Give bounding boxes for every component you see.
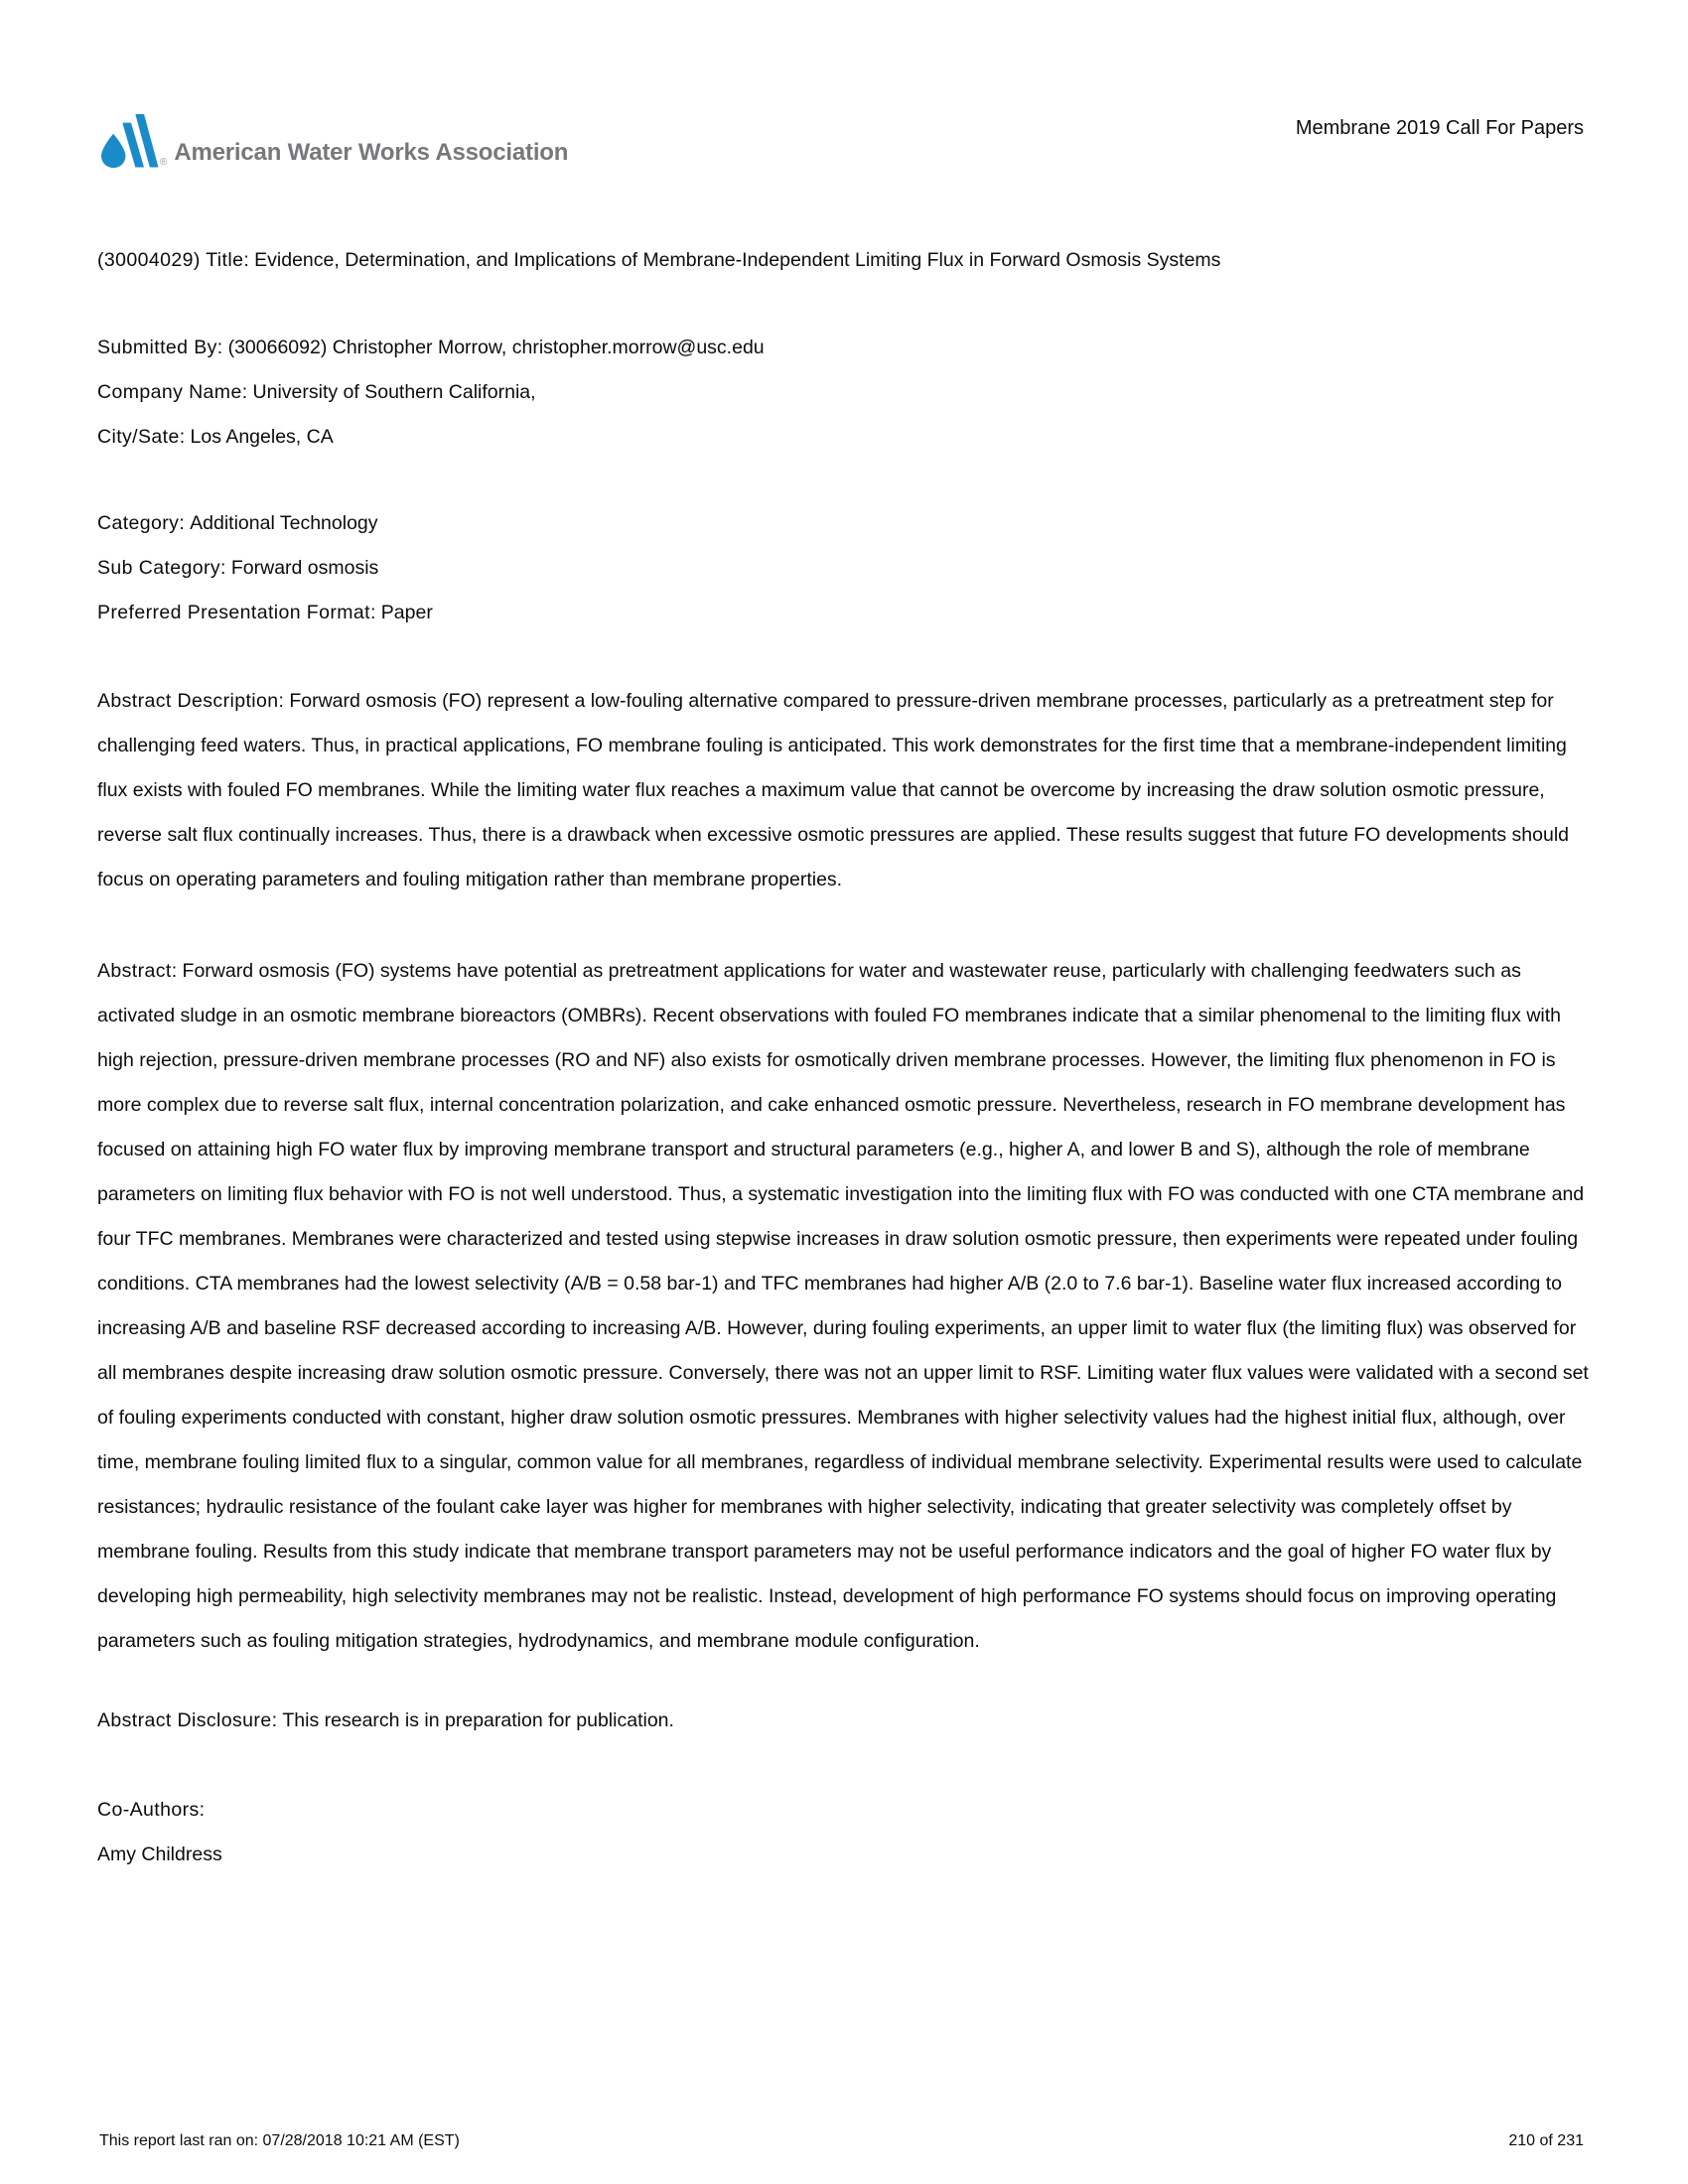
abstract-paragraph [97, 949, 1589, 1664]
company-label: Company Name: [97, 381, 248, 403]
presentation-format-line [97, 591, 1589, 635]
submitted-by-label: Submitted By: [97, 337, 223, 358]
category-value: Additional Technology [190, 512, 378, 534]
abstract-description-text: Forward osmosis (FO) represent a low-fouling alternative compared to pressure-driven membrane processes, particularly as a pretreatment step for challenging feed waters. Thus, in practical applications, FO membrane fouling is anticipated. This work demonstrates for the first time that a membrane-independent limiting flux exists with fouled FO membranes. While the limiting water flux reaches a maximum value that cannot be overcome by increasing the draw solution osmotic pressure, reverse salt flux continually increases. Thus, there is a drawback when excessive osmotic pressures are applied. These results suggest that future FO developments should focus on operating parameters and fouling mitigation rather than membrane properties. [97, 690, 1570, 890]
sub-category-value: Forward osmosis [230, 557, 379, 579]
city-state-line [97, 415, 1589, 460]
abstract-description-label: Abstract Description: [97, 690, 285, 712]
report-body [97, 238, 1589, 1877]
submitted-by-value: (30066092) Christopher Morrow, christopher.morrow@usc.edu [227, 337, 765, 358]
category-label: Category: [97, 512, 186, 534]
abstract-label: Abstract: [97, 960, 178, 982]
abstract-text: Forward osmosis (FO) systems have potential as pretreatment applications for water and wastewater reuse, particularly with challenging feedwaters such as activated sludge in an osmotic membrane bioreactors (OMBRs). Recent observations with fouled FO membranes indicate that a similar phenomenal to the limiting flux with high rejection, pressure-driven membrane processes (RO and NF) also exists for osmotically driven membrane processes. However, the limiting flux phenomenon in FO is more complex due to reverse salt flux, internal concentration polarization, and cake enhanced osmotic pressure. Nevertheless, research in FO membrane development has focused on attaining high FO water flux by improving membrane transport and structural parameters (e.g., higher A, and lower B and S), although the role of membrane parameters on limiting flux behavior with FO is not well understood. Thus, a systematic investigation into the limiting flux with FO was conducted with one CTA membrane and four TFC membranes. Membranes were characterized and tested using stepwise increases in draw solution osmotic pressure, then experiments were repeated under fouling conditions. CTA membranes had the lowest selectivity (A/B = 0.58 bar-1) and TFC membranes had higher A/B (2.0 to 7.6 bar-1). Baseline water flux increased according to increasing A/B and baseline RSF decreased according to increasing A/B. However, during fouling experiments, an upper limit to water flux (the limiting flux) was observed for all membranes despite increasing draw solution osmotic pressure. Conversely, there was not an upper limit to RSF. Limiting water flux values were validated with a second set of fouling experiments conducted with constant, higher draw solution osmotic pressures. Membranes with higher selectivity values had the highest initial flux, although, over time, membrane fouling limited flux to a singular, common value for all membranes, regardless of individual membrane selectivity. Experimental results were used to calculate resistances; hydraulic resistance of the foulant cake layer was higher for membranes with higher selectivity, indicating that greater selectivity was completely offset by membrane fouling. Results from this study indicate that membrane transport parameters may not be useful performance indicators and the goal of higher FO water flux by developing high permeability, high selectivity membranes may not be realistic. Instead, development of high performance FO systems should focus on improving operating parameters such as fouling mitigation strategies, hydrodynamics, and membrane module configuration. [97, 960, 1589, 1652]
abstract-disclosure-label: Abstract Disclosure: [97, 1709, 278, 1731]
abstract-disclosure-line [97, 1699, 1589, 1743]
registered-trademark-symbol: ® [160, 157, 168, 168]
sub-category-label: Sub Category: [97, 557, 226, 579]
co-author-name: Amy Childress [97, 1843, 222, 1865]
abstract-title-line [97, 238, 1589, 283]
sub-category-line [97, 546, 1589, 591]
presentation-format-label: Preferred Presentation Format: [97, 602, 376, 623]
company-value: University of Southern California, [252, 381, 536, 403]
abstract-id-label: (30004029) Title: [97, 249, 250, 271]
city-state-label: City/Sate: [97, 426, 186, 448]
abstract-disclosure-text: This research is in preparation for publication. [282, 1709, 674, 1731]
classification-block [97, 501, 1589, 635]
page-number-indicator: 210 of 231 [1508, 2132, 1584, 2149]
awwa-logo [99, 111, 568, 169]
water-drop-icon [99, 111, 161, 169]
abstract-description-paragraph [97, 679, 1589, 902]
co-authors-label: Co-Authors: [97, 1799, 206, 1821]
submitted-by-line [97, 326, 1589, 370]
company-line [97, 370, 1589, 415]
presentation-format-value: Paper [380, 602, 433, 623]
logo-org-name: American Water Works Association [174, 139, 569, 166]
report-last-ran-timestamp: This report last ran on: 07/28/2018 10:21 AM (EST) [99, 2132, 460, 2149]
submitter-block [97, 326, 1589, 460]
city-state-value: Los Angeles, CA [190, 426, 334, 448]
category-line [97, 501, 1589, 546]
abstract-title-text: Evidence, Determination, and Implications of Membrane-Independent Limiting Flux in Forward Osmosis Systems [254, 249, 1221, 271]
co-authors-block [97, 1788, 1589, 1877]
report-title: Membrane 2019 Call For Papers [1295, 117, 1584, 139]
